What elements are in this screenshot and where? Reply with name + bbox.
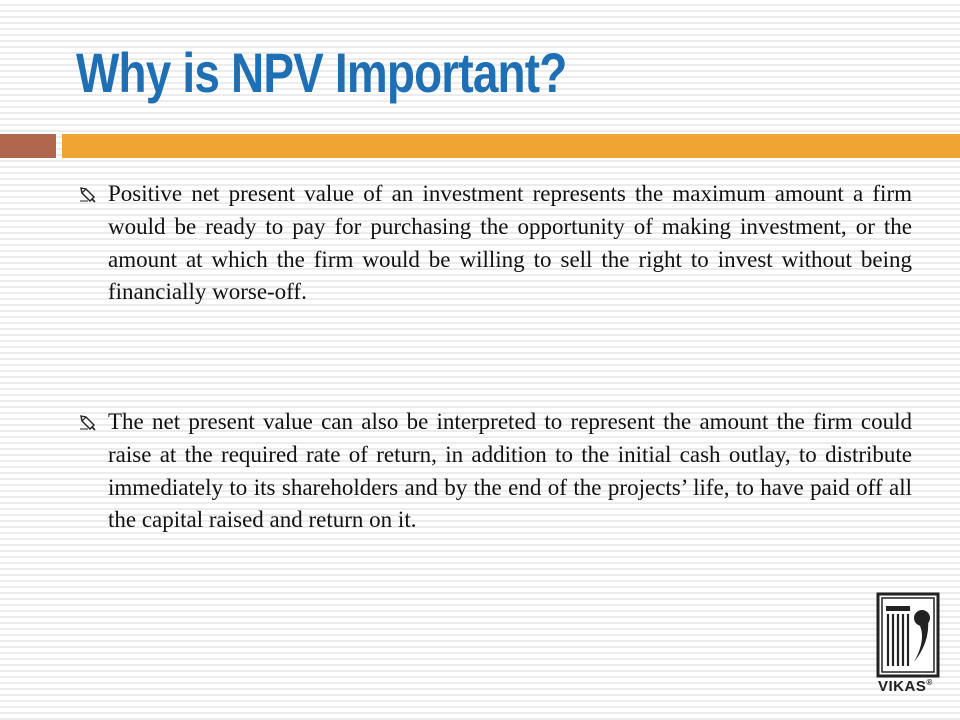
bullet-item (78, 178, 912, 309)
title-divider-accent (0, 134, 56, 158)
pencil-bullet-icon (78, 185, 98, 205)
bullet-item (78, 406, 912, 537)
bullet-text: Positive net present value of an investment represents the maximum amount a firm would be ready to pay for purchasing the opportunity of making investment, or the amount at which the firm would be willing to sell the right to invest without being financially worse-off. (108, 181, 912, 305)
pencil-bullet-icon (78, 413, 98, 433)
slide-title: Why is NPV Important? (76, 41, 567, 104)
title-divider-bar (62, 134, 960, 158)
bullet-text: The net present value can also be interpreted to represent the amount the firm could raise at the required rate of return, in addition to the initial cash outlay, to distribute immediately to its shareholders and by the end of the projects’ life, to have paid off all the capital raised and return on it. (108, 409, 912, 533)
logo-wordmark: VIKAS® (878, 678, 933, 695)
